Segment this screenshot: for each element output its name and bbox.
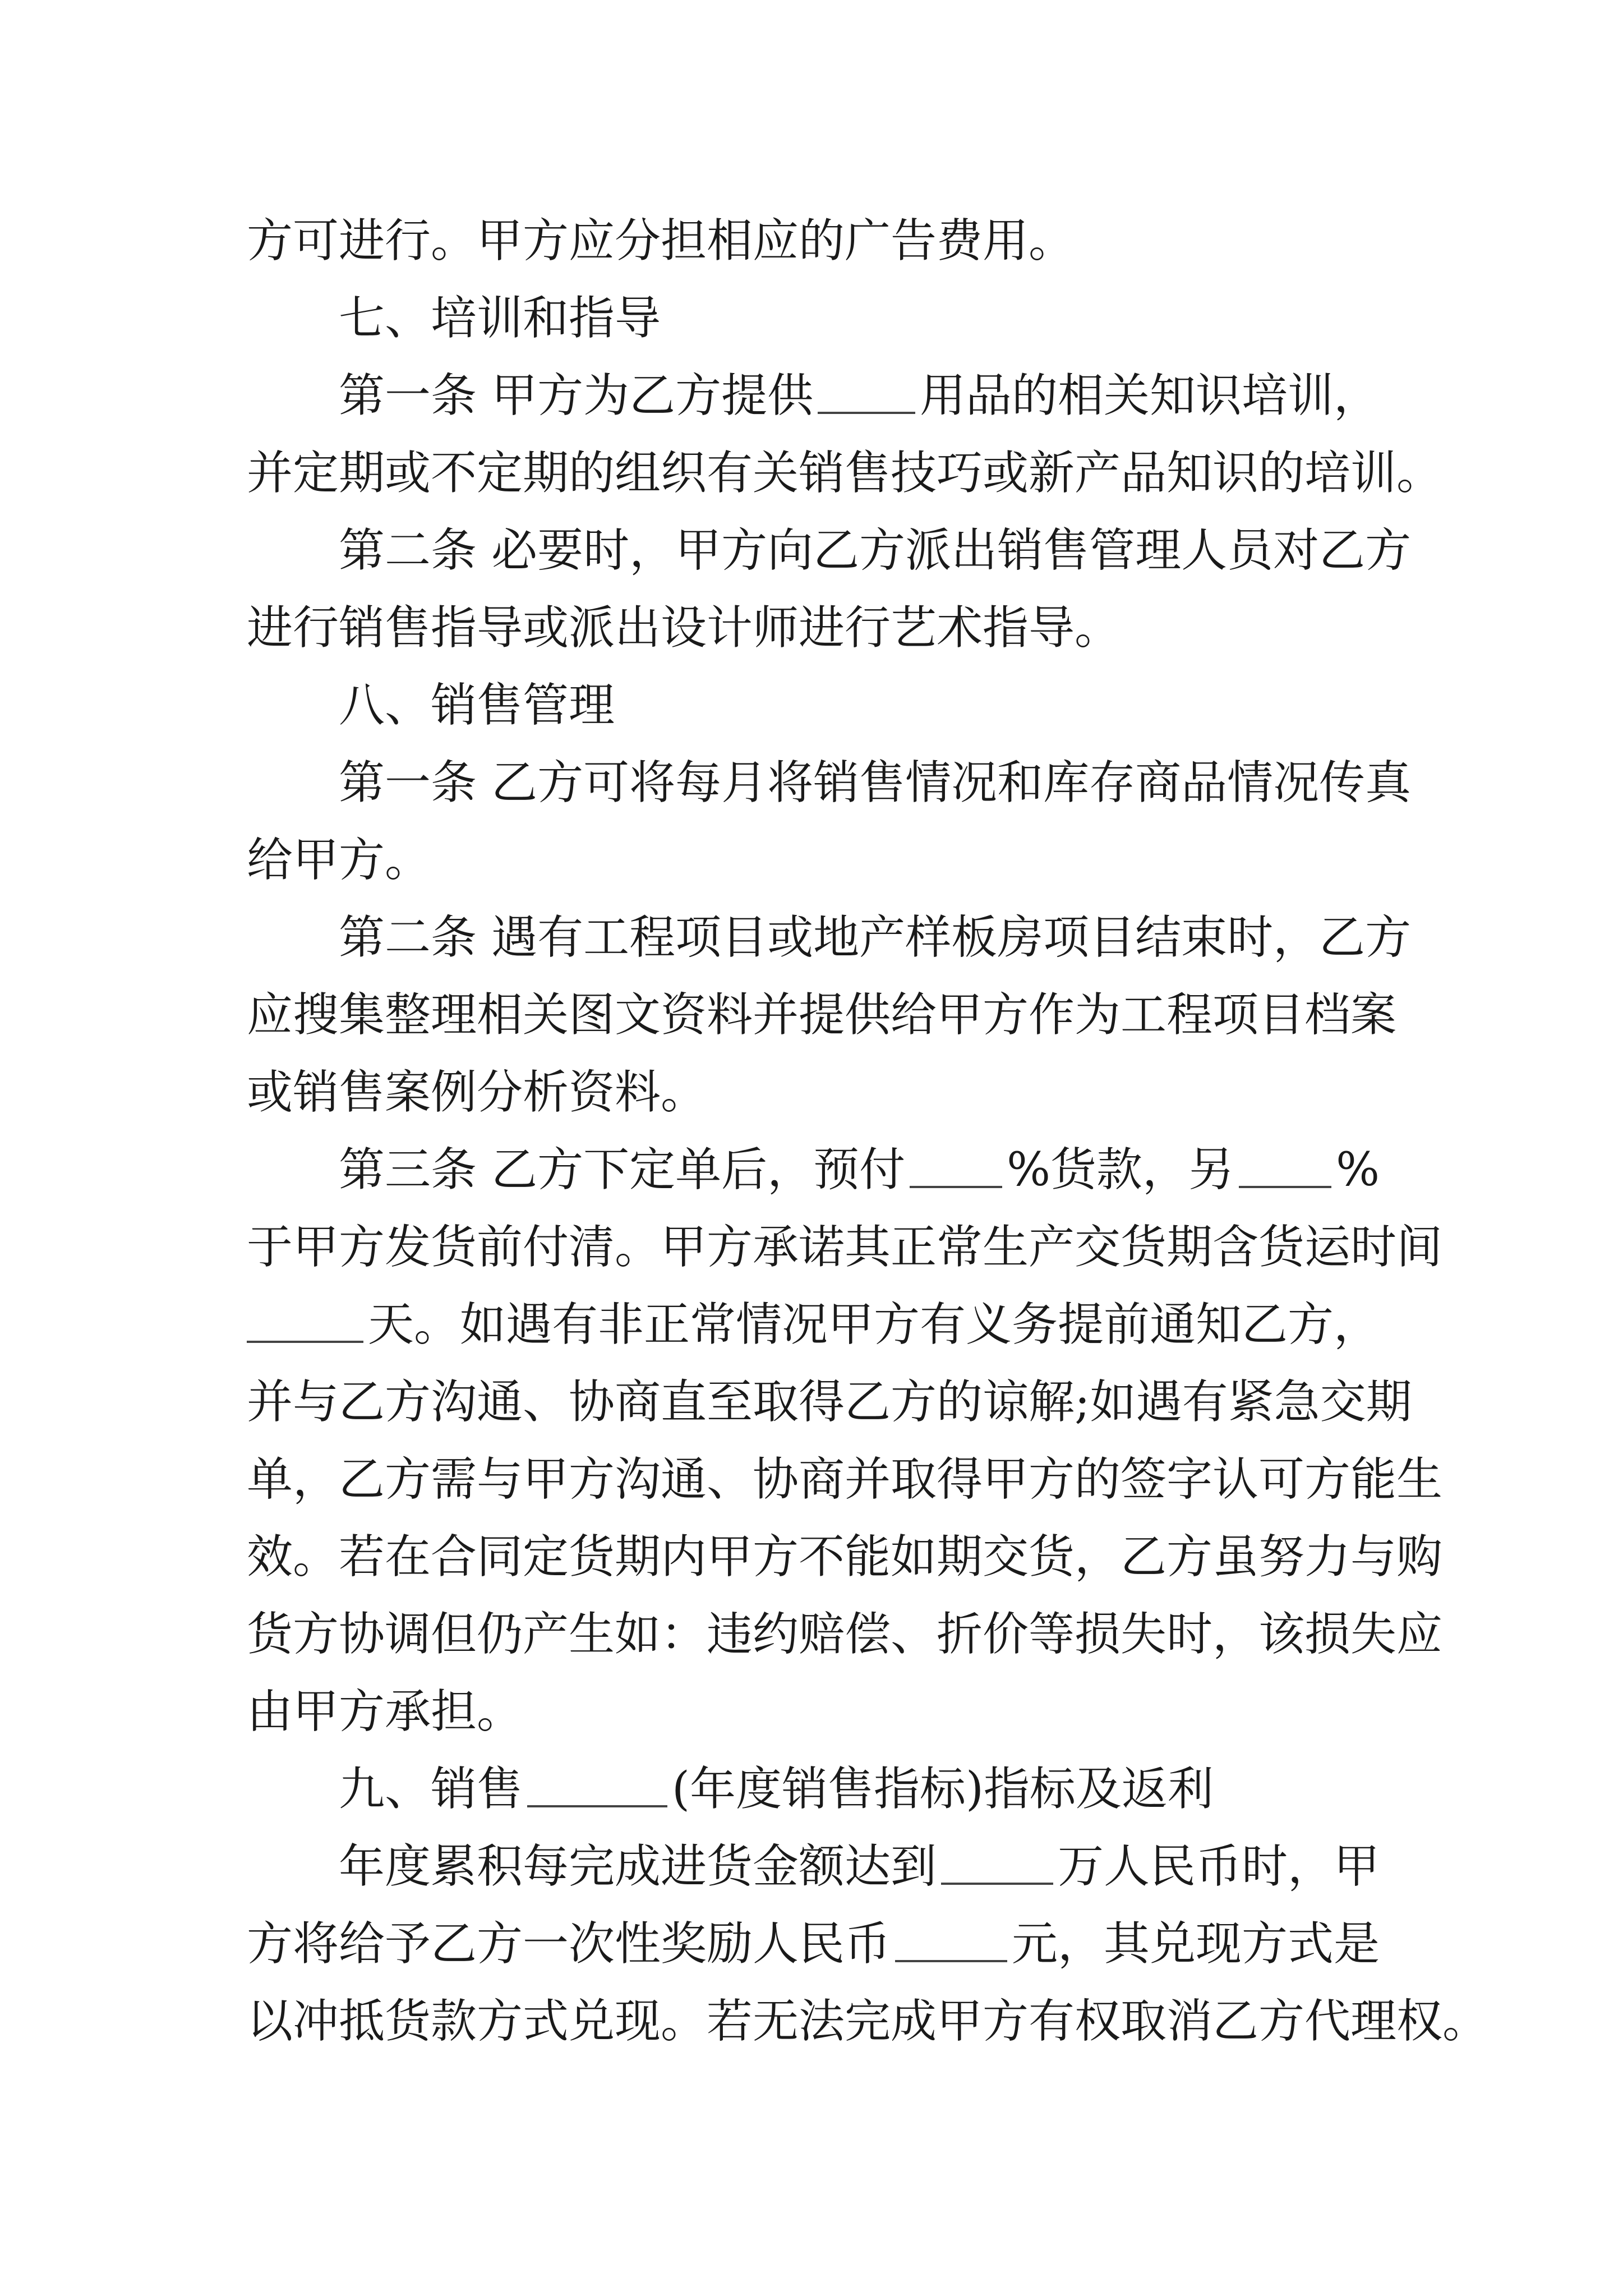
paragraph-line: 单，乙方需与甲方沟通、协商并取得甲方的签字认可方能生: [247, 1453, 1443, 1506]
paragraph-line: 并与乙方沟通、协商直至取得乙方的谅解;如遇有紧急交期: [247, 1375, 1412, 1429]
fill-blank[interactable]: [1239, 1152, 1331, 1188]
paragraph-line: 效。若在合同定货期内甲方不能如期交货，乙方虽努力与购: [247, 1530, 1443, 1584]
paragraph-line: 方将给予乙方一次性奖励人民币 元，其兑现方式是: [247, 1917, 1380, 1971]
clause-7-2-line: 第二条 必要时，甲方向乙方派出销售管理人员对乙方: [339, 524, 1412, 577]
section-heading-9: 九、销售 (年度销售指标)指标及返利: [339, 1763, 1214, 1816]
section-heading-8: 八、销售管理: [339, 679, 615, 732]
paragraph-line: 以冲抵货款方式兑现。若无法完成甲方有权取消乙方代理权。: [247, 1995, 1489, 2048]
paragraph-line: 年度累积每完成进货金额达到 万人民币时，甲: [339, 1840, 1380, 1893]
paragraph-line: 并定期或不定期的组织有关销售技巧或新产品知识的培训。: [247, 447, 1443, 500]
fill-blank[interactable]: [247, 1307, 363, 1343]
paragraph-line: 进行销售指导或派出设计师进行艺术指导。: [247, 601, 1121, 655]
fill-blank[interactable]: [527, 1772, 667, 1807]
fill-blank[interactable]: [910, 1152, 1002, 1188]
clause-8-2-line: 第二条 遇有工程项目或地产样板房项目结束时，乙方: [339, 911, 1412, 964]
paragraph-line: 应搜集整理相关图文资料并提供给甲方作为工程项目档案: [247, 988, 1397, 1042]
paragraph-line: 天。如遇有非正常情况甲方有义务提前通知乙方，: [247, 1287, 1380, 1363]
paragraph-line: 给甲方。: [247, 834, 431, 887]
clause-8-3-line: 第三条 乙方下定单后，预付 %货款，另 %: [339, 1143, 1380, 1197]
paragraph-line: 由甲方承担。: [247, 1685, 523, 1738]
fill-blank[interactable]: [941, 1849, 1053, 1885]
fill-blank[interactable]: [895, 1926, 1007, 1962]
paragraph-line: 于甲方发货前付清。甲方承诺其正常生产交货期含货运时间: [247, 1221, 1443, 1274]
clause-7-1-line: 第一条 甲方为乙方提供 用品的相关知识培训，: [339, 369, 1380, 422]
paragraph-line: 货方协调但仍产生如：违约赔偿、折价等损失时，该损失应: [247, 1608, 1443, 1661]
paragraph-line: 或销售案例分析资料。: [247, 1066, 707, 1119]
clause-8-1-line: 第一条 乙方可将每月将销售情况和库存商品情况传真: [339, 756, 1412, 809]
section-heading-7: 七、培训和指导: [339, 292, 661, 345]
fill-blank[interactable]: [818, 378, 915, 414]
paragraph-line: 方可进行。甲方应分担相应的广告费用。: [247, 214, 1075, 268]
